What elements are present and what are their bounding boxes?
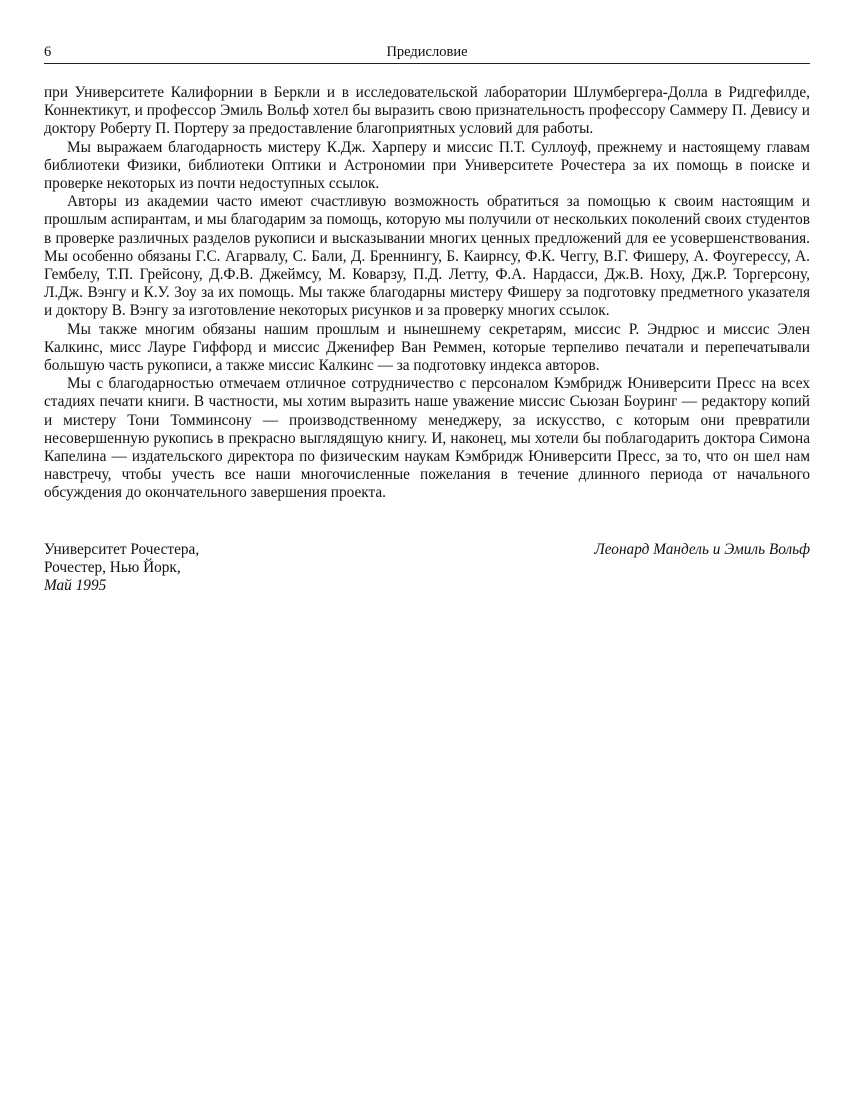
paragraph: Авторы из академии часто имеют счастливую возможность обратиться за помощью к своим настоящим и прошлым аспирантам, и мы благодарим за помощь, которую мы получили от нескольких поколений своих студентов в проверке различных разделов рукописи и высказывании многих ценных предложений для ее усовершенствования. Мы особенно обязаны Г.С. Агарвалу, С. Бали, Д. Бреннингу, Б. Каирнсу, Ф.К. Чеггу, В.Г. Фишеру, А. Фоугерессу, А. Гембелу, Т.П. Грейсону, Д.Ф.В. Джеймсу, М. Коварзу, П.Д. Летту, Ф.А. Нардасси, Дж.В. Ноху, Дж.Р. Торгерсону, Л.Дж. Вэнгу и К.У. Зоу за их помощь. Мы также благодарны мистеру Фишеру за подготовку предметного указателя и доктору В. Вэнгу за изготовление некоторых рисунков и за проверку многих ссылок. — [44, 193, 810, 320]
running-title: Предисловие — [386, 44, 468, 60]
page-header — [44, 43, 810, 64]
page-number: 6 — [44, 44, 52, 60]
paragraph: Мы выражаем благодарность мистеру К.Дж. Харперу и миссис П.Т. Суллоуф, прежнему и настоящему главам библиотеки Физики, библиотеки Оптики и Астрономии при Университете Рочестера за их помощь в поиске и проверке некоторых из почти недоступных ссылок. — [44, 138, 810, 193]
date: Май 1995 — [44, 577, 107, 595]
place-and-date — [44, 541, 199, 596]
paragraph: Мы с благодарностью отмечаем отличное сотрудничество с персоналом Кэмбридж Юниверсити Пресс на всех стадиях печати книги. В частности, мы хотим выразить наше уважение миссис Сьюзан Боуринг — редактору копий и мистеру Тони Томминсону — производственному менеджеру, за искусство, с которым они превратили несовершенную рукопись в прекрасно выглядящую книгу. И, наконец, мы хотели бы поблагодарить доктора Симона Капелина — издательского директора по физическим наукам Кэмбридж Юниверсити Пресс, за то, что он шел нам навстречу, чтобы учесть все наши многочисленные пожелания в течение длинного периода от начального обсуждения до окончательного завершения проекта. — [44, 375, 810, 502]
paragraph: Мы также многим обязаны нашим прошлым и нынешнему секретарям, миссис Р. Эндрюс и миссис Элен Калкинс, мисс Лауре Гиффорд и миссис Дженифер Ван Реммен, которые терпеливо печатали и перепечатывали большую часть рукописи, а также миссис Калкинс — за подготовку индекса авторов. — [44, 320, 810, 375]
preface-body — [44, 84, 810, 503]
authors-signature: Леонард Мандель и Эмиль Вольф — [594, 541, 810, 558]
paragraph: при Университете Калифорнии в Беркли и в исследовательской лаборатории Шлумбергера-Долла в Ридгефилде, Коннектикут, и профессор Эмиль Вольф хотел бы выразить свою признательность профессору Саммеру П. Девису и доктору Роберту П. Портеру за предоставление благоприятных условий для работы. — [44, 84, 810, 138]
institution: Университет Рочестера, — [44, 541, 200, 558]
location: Рочестер, Нью Йорк, — [44, 559, 181, 577]
